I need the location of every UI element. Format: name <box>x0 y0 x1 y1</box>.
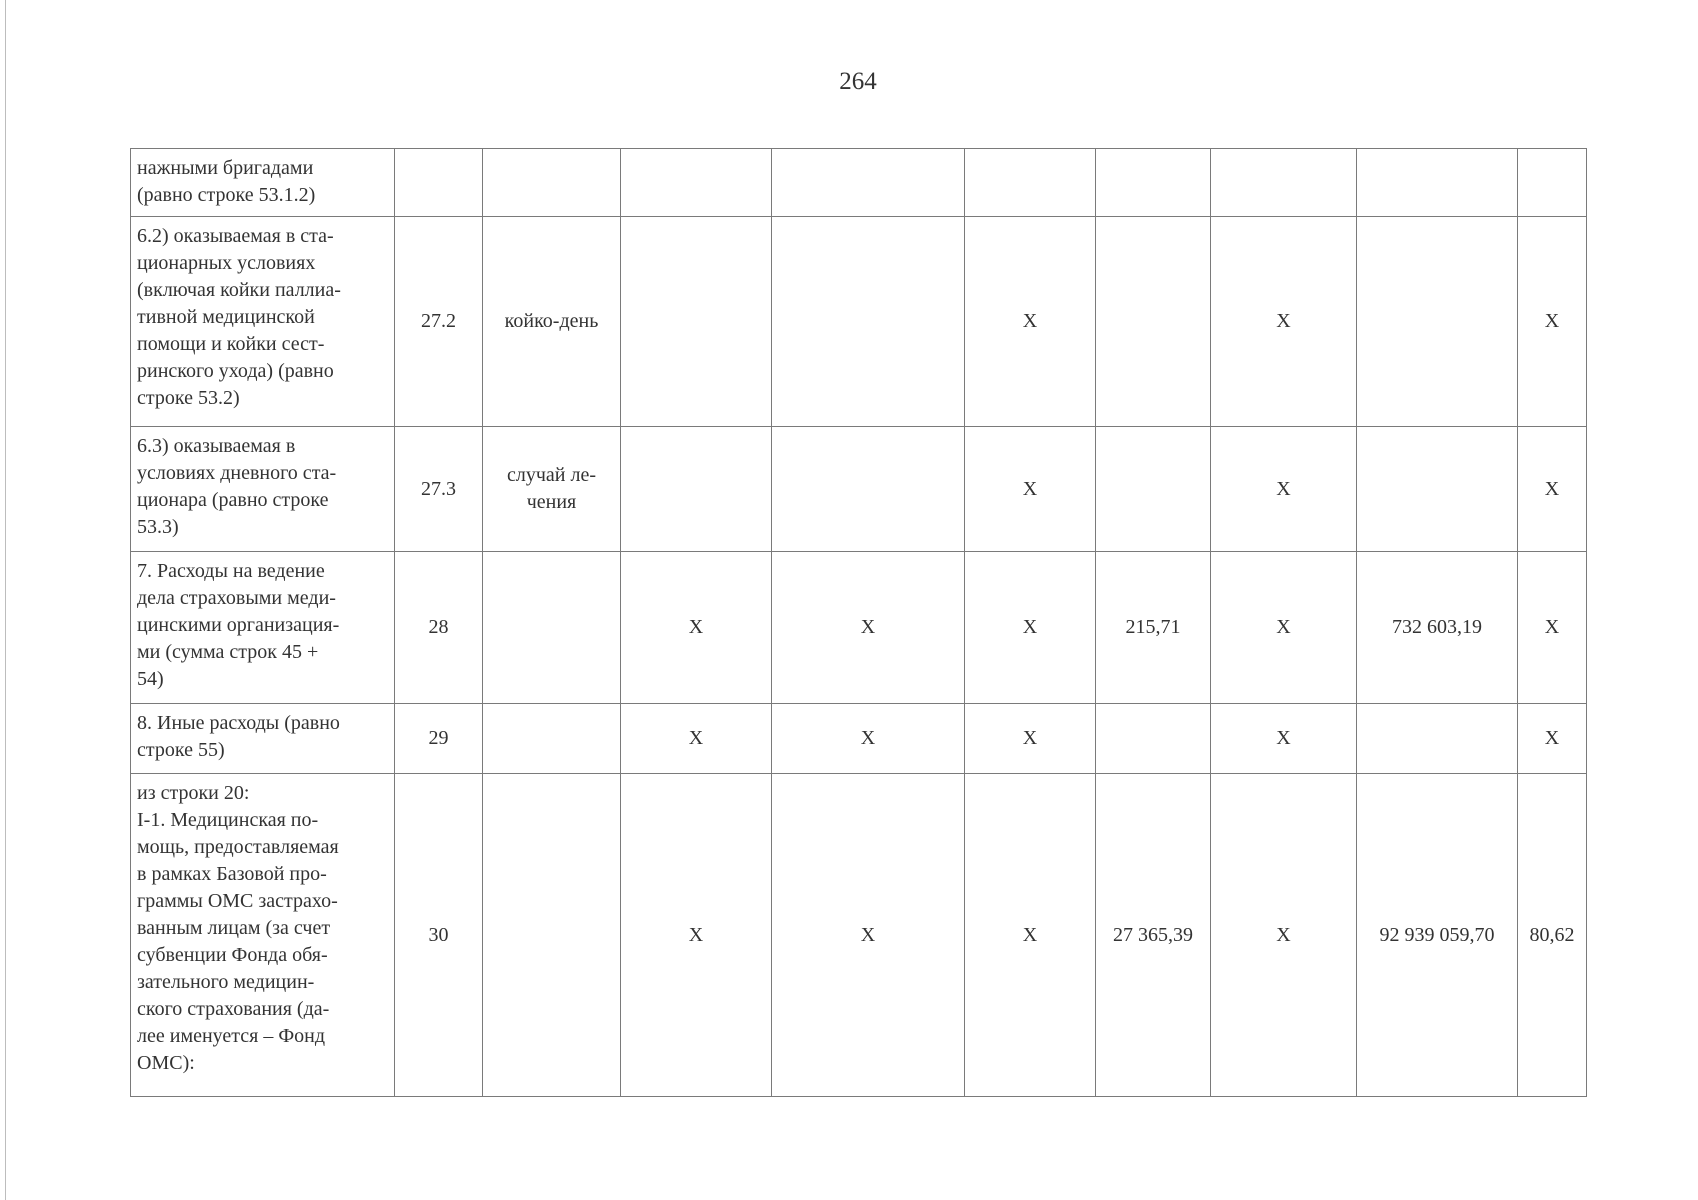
cell: X <box>965 704 1096 774</box>
row-number <box>395 149 483 217</box>
cell: X <box>621 774 772 1097</box>
row-unit <box>483 149 621 217</box>
cell <box>621 427 772 552</box>
cell <box>1096 149 1211 217</box>
row-unit: койко-день <box>483 217 621 427</box>
cell <box>621 149 772 217</box>
row-number: 27.3 <box>395 427 483 552</box>
cell: X <box>965 427 1096 552</box>
row-number: 29 <box>395 704 483 774</box>
row-number: 28 <box>395 552 483 704</box>
cell: X <box>1518 217 1587 427</box>
cell <box>772 217 965 427</box>
cell <box>1357 217 1518 427</box>
row-unit <box>483 774 621 1097</box>
cell: X <box>772 552 965 704</box>
row-label: 8. Иные расходы (равно строке 55) <box>131 704 395 774</box>
row-label: из строки 20: I-1. Медицинская по- мощь, предоставляемая в рамках Базовой про- граммы ОМС застрахо- ванным лицам (за счет субвенции Фонда обя- зательного медицин- ского страхования (да- лее именуется – Фонд ОМС): <box>131 774 395 1097</box>
row-number: 27.2 <box>395 217 483 427</box>
cell <box>1357 149 1518 217</box>
row-number: 30 <box>395 774 483 1097</box>
cell: X <box>1518 552 1587 704</box>
cell <box>772 149 965 217</box>
page-left-edge-line <box>5 0 6 1200</box>
cell: X <box>621 552 772 704</box>
table-row <box>131 704 1587 774</box>
cell: X <box>772 704 965 774</box>
cell <box>621 217 772 427</box>
cell: X <box>1518 704 1587 774</box>
cell <box>772 427 965 552</box>
cell: 732 603,19 <box>1357 552 1518 704</box>
cell <box>1357 704 1518 774</box>
row-label: нажными бригадами (равно строке 53.1.2) <box>131 149 395 217</box>
cell: X <box>1211 774 1357 1097</box>
row-label: 6.3) оказываемая в условиях дневного ста- ционара (равно строке 53.3) <box>131 427 395 552</box>
cell <box>1518 149 1587 217</box>
row-unit <box>483 552 621 704</box>
page-number: 264 <box>839 68 877 95</box>
table-row <box>131 217 1587 427</box>
cell: X <box>965 217 1096 427</box>
cell: X <box>965 774 1096 1097</box>
row-unit <box>483 704 621 774</box>
row-label: 7. Расходы на ведение дела страховыми меди- цинскими организация- ми (сумма строк 45 + 54) <box>131 552 395 704</box>
cell: X <box>965 552 1096 704</box>
cell: X <box>1518 427 1587 552</box>
cell <box>965 149 1096 217</box>
cell: X <box>1211 552 1357 704</box>
cell: X <box>1211 704 1357 774</box>
table-row <box>131 774 1587 1097</box>
cell: X <box>1211 427 1357 552</box>
cell <box>1096 704 1211 774</box>
cell <box>1357 427 1518 552</box>
cell: X <box>772 774 965 1097</box>
cell: X <box>621 704 772 774</box>
cell: 27 365,39 <box>1096 774 1211 1097</box>
table-row <box>131 149 1587 217</box>
cell <box>1096 427 1211 552</box>
row-unit: случай ле- чения <box>483 427 621 552</box>
table-row <box>131 552 1587 704</box>
cell: 92 939 059,70 <box>1357 774 1518 1097</box>
row-label: 6.2) оказываемая в ста- ционарных условиях (включая койки паллиа- тивной медицинской помощи и койки сест- ринского ухода) (равно строке 53.2) <box>131 217 395 427</box>
cell <box>1211 149 1357 217</box>
cell: 215,71 <box>1096 552 1211 704</box>
cell: 80,62 <box>1518 774 1587 1097</box>
table-row <box>131 427 1587 552</box>
cell <box>1096 217 1211 427</box>
cell: X <box>1211 217 1357 427</box>
data-table <box>130 148 1587 1097</box>
